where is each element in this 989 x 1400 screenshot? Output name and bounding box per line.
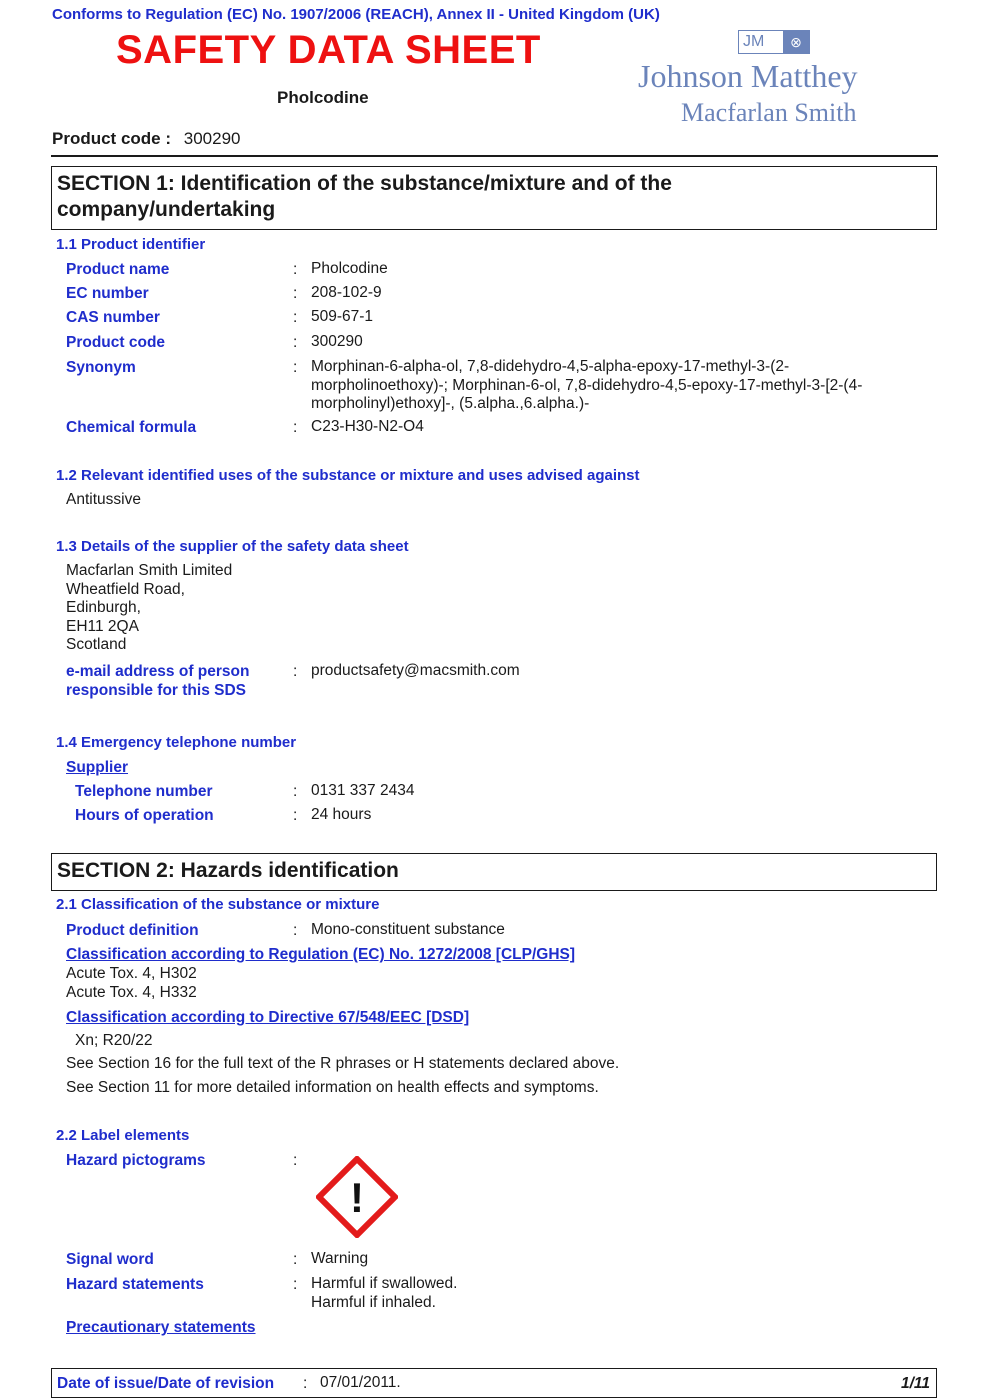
product-name-header: Pholcodine xyxy=(277,88,369,107)
telephone-value: 0131 337 2434 xyxy=(311,782,415,799)
address-line: Edinburgh, xyxy=(66,599,141,616)
dsd-classification-heading: Classification according to Directive 67/548/EEC [DSD] xyxy=(66,1009,470,1026)
colon: : xyxy=(293,1251,298,1268)
company-logo-badge xyxy=(738,30,810,54)
hazard-statement: Harmful if inhaled. xyxy=(311,1293,436,1311)
logo-badge-text: JM xyxy=(743,33,765,50)
document-title: SAFETY DATA SHEET xyxy=(116,28,541,72)
page-number: 1/11 xyxy=(900,1375,930,1392)
exclamation-hazard-icon xyxy=(316,1156,398,1238)
subsection-1-2-heading: 1.2 Relevant identified uses of the substance or mixture and uses advised against xyxy=(56,467,640,484)
colon: : xyxy=(293,359,298,376)
subsection-1-4-heading: 1.4 Emergency telephone number xyxy=(56,734,297,751)
clp-classification-list xyxy=(66,965,197,1002)
colon: : xyxy=(293,663,298,680)
dsd-item: Xn; R20/22 xyxy=(75,1032,153,1049)
cas-number-label: CAS number xyxy=(66,309,160,326)
hours-value: 24 hours xyxy=(311,806,372,823)
section-1-title-line2: company/undertaking xyxy=(57,198,276,221)
product-name-value: Pholcodine xyxy=(311,260,388,277)
section-2-title: SECTION 2: Hazards identification xyxy=(57,859,399,882)
note-section-11: See Section 11 for more detailed information on health effects and symptoms. xyxy=(66,1079,599,1096)
subsection-2-1-heading: 2.1 Classification of the substance or mixture xyxy=(56,896,380,913)
subsection-2-2-heading: 2.2 Label elements xyxy=(56,1127,190,1144)
product-definition-value: Mono-constituent substance xyxy=(311,921,505,938)
header-divider xyxy=(51,155,938,157)
email-value[interactable]: productsafety@macsmith.com xyxy=(311,662,520,679)
subsection-1-1-heading: 1.1 Product identifier xyxy=(56,236,206,253)
colon: : xyxy=(293,1152,298,1169)
pictogram-symbol: ! xyxy=(350,1174,364,1221)
synonym-line: morpholinyl)ethoxy]-, (5.alpha.,6.alpha.)- xyxy=(311,395,590,412)
logo-company-name: Johnson Matthey xyxy=(638,58,858,94)
clp-classification-heading: Classification according to Regulation (EC) No. 1272/2008 [CLP/GHS] xyxy=(66,946,576,963)
address-line: EH11 2QA xyxy=(66,617,139,635)
address-line: Scotland xyxy=(66,636,127,653)
synonym-line: morpholinoethoxy)-; Morphinan-6-ol, 7,8-didehydro-4,5-epoxy-17-methyl-3-[2-(4- xyxy=(311,376,863,394)
supplier-heading: Supplier xyxy=(66,759,129,776)
regulation-line: Conforms to Regulation (EC) No. 1907/2006 (REACH), Annex II - United Kingdom (UK) xyxy=(52,6,660,23)
page-footer xyxy=(51,1368,937,1398)
hours-label: Hours of operation xyxy=(75,807,214,824)
signal-word-label: Signal word xyxy=(66,1251,154,1268)
identified-use: Antitussive xyxy=(66,491,141,508)
email-label-line: responsible for this SDS xyxy=(66,682,247,699)
product-name-label: Product name xyxy=(66,261,170,278)
synonym-line: Morphinan-6-alpha-ol, 7,8-didehydro-4,5-alpha-epoxy-17-methyl-3-(2- xyxy=(311,358,790,375)
date-label: Date of issue/Date of revision xyxy=(57,1375,275,1392)
colon: : xyxy=(293,285,298,302)
section-1-header xyxy=(51,166,937,230)
section-2-header xyxy=(51,853,937,891)
colon: : xyxy=(293,807,298,824)
hazard-statements-label: Hazard statements xyxy=(66,1276,204,1293)
ec-number-label: EC number xyxy=(66,285,149,302)
product-definition-label: Product definition xyxy=(66,922,199,939)
note-section-16: See Section 16 for the full text of the R phrases or H statements declared above. xyxy=(66,1055,620,1072)
supplier-address xyxy=(66,562,232,655)
hazard-statement: Harmful if swallowed. xyxy=(311,1275,458,1292)
colon: : xyxy=(293,419,298,436)
colon: : xyxy=(293,783,298,800)
cas-number-value: 509-67-1 xyxy=(311,308,374,325)
clp-item: Acute Tox. 4, H302 xyxy=(66,965,197,982)
clp-item: Acute Tox. 4, H332 xyxy=(66,983,197,1001)
hazard-pictograms-label: Hazard pictograms xyxy=(66,1152,206,1169)
date-value: 07/01/2011. xyxy=(320,1374,401,1391)
ec-number-value: 208-102-9 xyxy=(311,284,382,301)
colon: : xyxy=(293,261,298,278)
subsection-1-3-heading: 1.3 Details of the supplier of the safety data sheet xyxy=(56,538,409,555)
chemical-formula-value: C23-H30-N2-O4 xyxy=(311,418,424,435)
logo-division-name: Macfarlan Smith xyxy=(681,98,857,127)
synonym-value xyxy=(311,358,911,414)
colon: : xyxy=(303,1375,308,1392)
precautionary-statements-heading: Precautionary statements xyxy=(66,1319,256,1336)
product-code-row-value: 300290 xyxy=(311,333,363,350)
email-label xyxy=(66,662,249,700)
colon: : xyxy=(293,309,298,326)
chemical-formula-label: Chemical formula xyxy=(66,419,197,436)
hazard-statements-value xyxy=(311,1275,911,1312)
logo-emblem-icon: ⊗ xyxy=(783,31,809,53)
synonym-label: Synonym xyxy=(66,359,136,376)
product-code-label: Product code : xyxy=(52,129,172,148)
colon: : xyxy=(293,922,298,939)
email-label-line: e-mail address of person xyxy=(66,663,250,680)
telephone-label: Telephone number xyxy=(75,783,213,800)
address-line: Macfarlan Smith Limited xyxy=(66,562,233,579)
colon: : xyxy=(293,1276,298,1293)
address-line: Wheatfield Road, xyxy=(66,580,185,598)
colon: : xyxy=(293,334,298,351)
section-1-title-line1: SECTION 1: Identification of the substance/mixture and of the xyxy=(57,172,672,195)
product-code-header xyxy=(52,129,240,149)
product-code-value: 300290 xyxy=(183,129,241,148)
product-code-row-label: Product code xyxy=(66,334,166,351)
signal-word-value: Warning xyxy=(311,1250,369,1267)
